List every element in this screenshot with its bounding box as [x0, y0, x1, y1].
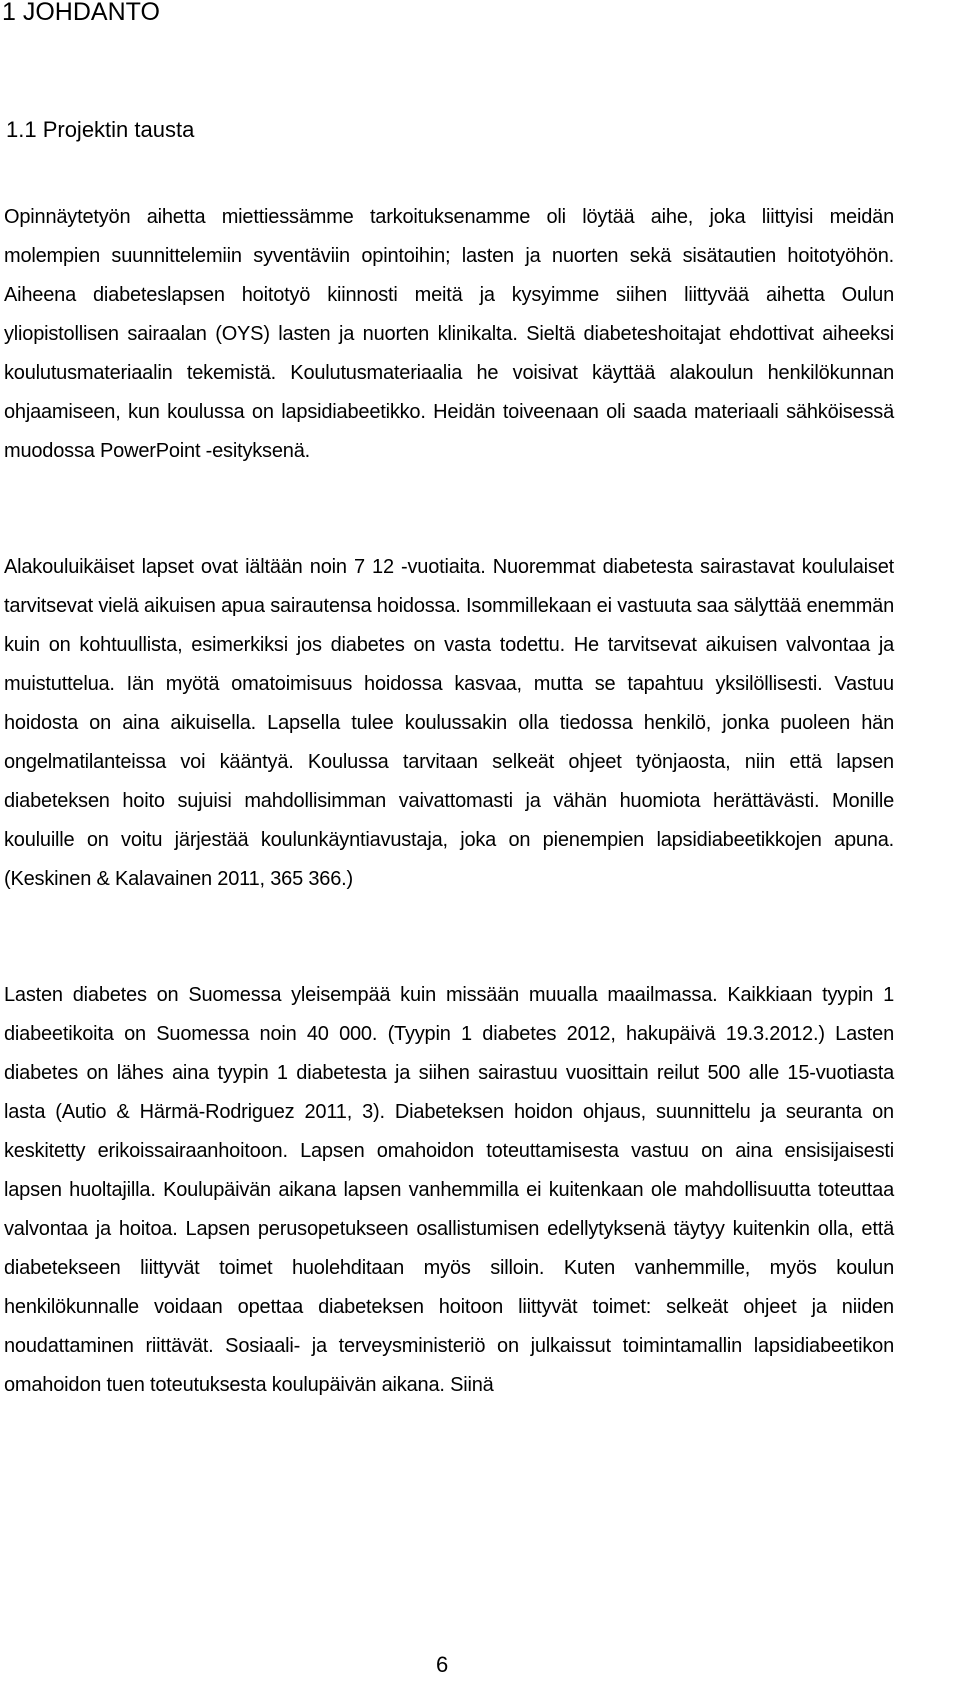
page-number: 6 [436, 1652, 449, 1677]
paragraph-project-background: Opinnäytetyön aihetta miettiessämme tarkoituksenamme oli löytää aihe, joka liittyisi meidän molempien suunnittelemiin syventäviin opintoihin; lasten ja nuorten sekä sisätautien hoitotyöhön. Aiheena diabeteslapsen hoitotyö kiinnosti meitä ja kysyimme siihen liittyvää aihetta Oulun yliopistollisen sairaalan (OYS) lasten ja nuorten klinikalta. Sieltä diabeteshoitajat ehdottivat aiheeksi koulutusmateriaalin tekemistä. Koulutusmateriaalia he voisivat käyttää alakoulun henkilökunnan ohjaamiseen, kun koulussa on lapsidiabeetikko. Heidän toiveenaan oli saada materiaali sähköisessä muodossa PowerPoint -esityksenä. [4, 206, 894, 462]
paragraph-diabetes-finland: Lasten diabetes on Suomessa yleisempää kuin missään muualla maailmassa. Kaikkiaan tyypin 1 diabeetikoita on Suomessa noin 40 000. (Tyypin 1 diabetes 2012, hakupäivä 19.3.2012.) Lasten diabetes on lähes aina tyypin 1 diabetesta ja siihen sairastuu vuosittain reilut 500 alle 15-vuotiasta lasta (Autio & Härmä-Rodriguez 2011, 3). Diabeteksen hoidon ohjaus, suunnittelu ja seuranta on keskitetty erikoissairaanhoitoon. Lapsen omahoidon toteuttamisesta vastuu on aina ensisijaisesti lapsen huoltajilla. Koulupäivän aikana lapsen vanhemmilla ei kuitenkaan ole mahdollisuutta toteuttaa valvontaa ja hoitoa. Lapsen perusopetukseen osallistumisen edellytyksenä täytyy kuitenkin olla, että diabetekseen liittyvät toimet huolehditaan myös silloin. Kuten vanhemmille, myös koulun henkilökunnalle voidaan opettaa diabeteksen hoitoon liittyvät toimet: selkeät ohjeet ja niiden noudattaminen riittävät. Sosiaali- ja terveysministeriö on julkaissut toimintamallin lapsidiabeetikon omahoidon tuen toteutuksesta koulupäivän aikana. Siinä [4, 984, 894, 1396]
section-title: 1.1 Projektin tausta [6, 117, 195, 142]
paragraph-school-children: Alakouluikäiset lapset ovat iältään noin 7 12 -vuotiaita. Nuoremmat diabetesta sairastavat koululaiset tarvitsevat vielä aikuisen apua sairautensa hoidossa. Isommillekaan ei vastuuta saa sälyttää enemmän kuin on kohtuullista, esimerkiksi jos diabetes on vasta todettu. He tarvitsevat aikuisen valvontaa ja muistuttelua. Iän myötä omatoimisuus hoidossa kasvaa, mutta se tapahtuu yksilöllisesti. Vastuu hoidosta on aina aikuisella. Lapsella tulee koulussakin olla tiedossa henkilö, jonka puoleen hän ongelmatilanteissa voi kääntyä. Koulussa tarvitaan selkeät ohjeet työnjaosta, niin että lapsen diabeteksen hoito sujuisi mahdollisimman vaivattomasti ja vähän huomiota herättävästi. Monille kouluille on voitu järjestää koulunkäyntiavustaja, joka on pienempien lapsidiabeetikkojen apuna. (Keskinen & Kalavainen 2011, 365 366.) [4, 556, 894, 890]
chapter-title: 1 JOHDANTO [2, 0, 160, 26]
